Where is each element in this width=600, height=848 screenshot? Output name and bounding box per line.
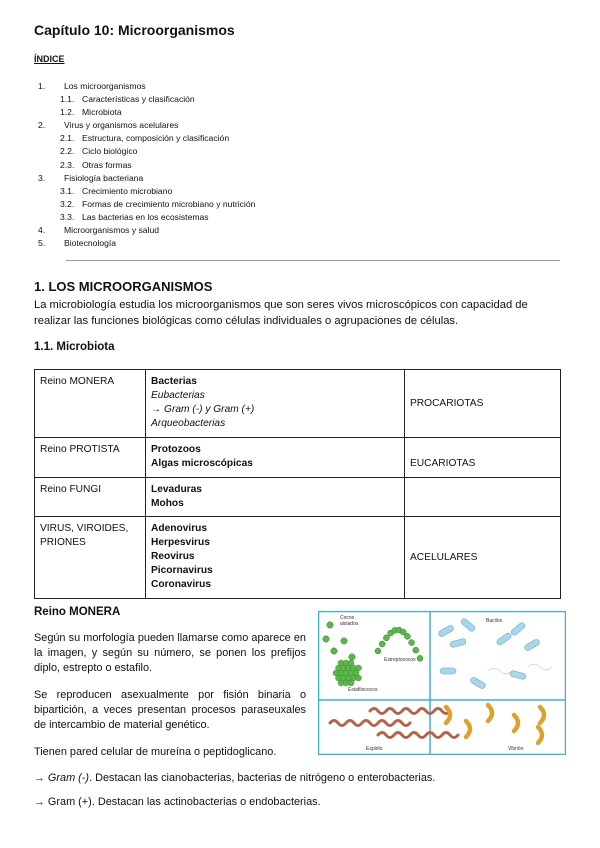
organism-name: Coronavirus	[151, 579, 212, 590]
organism-name: Levaduras	[151, 484, 202, 495]
toc-label: Crecimiento microbiano	[82, 185, 173, 196]
toc-label: Ciclo biológico	[82, 146, 138, 157]
toc-item	[38, 172, 558, 185]
label-estafilococos: Estafilococos	[348, 687, 378, 693]
section-heading: 1. LOS MICROORGANISMOS	[34, 279, 213, 294]
coccus	[348, 680, 354, 686]
toc-number: 3.3.	[60, 211, 75, 222]
page-title: Capítulo 10: Microorganismos	[34, 22, 235, 38]
toc-label: Biotecnología	[64, 238, 117, 249]
table-row	[35, 370, 561, 438]
kingdom-cell: Reino PROTISTA	[35, 438, 146, 478]
organism-name: Arqueobacterias	[151, 418, 226, 429]
table-of-contents	[38, 80, 558, 250]
toc-label: Los microorganismos	[64, 81, 146, 91]
kingdom-cell: VIRUS, VIROIDES, PRIONES	[35, 517, 146, 599]
group-cell	[405, 478, 561, 517]
group-cell: EUCARIOTAS	[405, 438, 561, 478]
monera-paragraph-wall: Tienen pared celular de mureína o peptidoglicano.	[34, 746, 277, 758]
subsection-heading: 1.1. Microbiota	[34, 341, 115, 353]
toc-item	[38, 224, 558, 237]
bacteria-morphology-figure	[318, 611, 566, 755]
gram-positive-line: → Gram (+). Destacan las actinobacterias o endobacterias.	[34, 796, 321, 808]
organisms-cell	[146, 478, 405, 517]
coccus	[409, 640, 415, 646]
coccus	[349, 654, 355, 660]
coccus	[383, 635, 389, 641]
organism-name: Adenovirus	[151, 523, 208, 534]
toc-number: 1.	[38, 81, 46, 91]
organism-name: Mohos	[151, 498, 184, 509]
intro-paragraph: La microbiología estudia los microorganismos que son seres vivos microscópicos con capacidad de realizar las funciones biológicas como células individuales o agrupaciones de células.	[34, 299, 528, 327]
monera-paragraph-reproduction: Se reproducen asexualmente por fisión binaria o bipartición, a veces presentan procesos paraseuxales de intercambio de material genético.	[34, 689, 306, 731]
label-estreptococos: Estreptococos	[384, 657, 416, 663]
label-cocos: Cocos	[340, 615, 355, 621]
toc-number: 2.1.	[60, 133, 75, 144]
organism-name: Picornavirus	[151, 565, 213, 576]
organisms-cell	[146, 438, 405, 478]
toc-label: Características y clasificación	[82, 94, 195, 105]
bacillus	[440, 668, 456, 674]
toc-label: Las bacterias en los ecosistemas	[82, 211, 209, 222]
group-cell: ACELULARES	[405, 517, 561, 599]
coccus	[327, 622, 333, 628]
toc-label: Microbiota	[82, 107, 122, 118]
coccus	[356, 675, 362, 681]
toc-label: Fisiología bacteriana	[64, 172, 144, 183]
monera-paragraph-morphology: Según su morfología pueden llamarse como aparece en la imagen, y según su número, se ponen los prefijos diplo, estrepto o estafilo.	[34, 632, 306, 674]
group-cell: PROCARIOTAS	[405, 370, 561, 438]
label-bacilos: Bacilos	[486, 618, 503, 624]
index-heading: ÍNDICE	[34, 54, 65, 64]
organism-note: → Gram (-) y Gram (+)	[151, 404, 255, 415]
toc-label: Microorganismos y salud	[64, 225, 160, 236]
kingdoms-table	[34, 369, 561, 599]
toc-label: Otras formas	[82, 159, 132, 170]
toc-number: 2.	[38, 120, 46, 131]
toc-item	[38, 106, 558, 119]
toc-item	[38, 159, 558, 172]
coccus	[323, 636, 329, 642]
organism-name: Eubacterias	[151, 390, 205, 401]
toc-number: 2.2.	[60, 146, 75, 157]
gram-negative-text: . Destacan las cianobacterias, bacterias de nitrógeno o enterobacterias.	[89, 772, 436, 784]
toc-number: 5.	[38, 238, 46, 249]
table-row	[35, 438, 561, 478]
section-divider	[66, 260, 560, 261]
monera-heading: Reino MONERA	[34, 606, 121, 618]
gram-negative-label: → Gram (-)	[34, 772, 90, 784]
kingdom-cell: Reino MONERA	[35, 370, 146, 438]
toc-number: 3.2.	[60, 198, 75, 209]
coccus	[331, 648, 337, 654]
table-row	[35, 517, 561, 599]
toc-item	[38, 198, 558, 211]
toc-item	[38, 93, 558, 106]
organisms-cell	[146, 517, 405, 599]
toc-item	[38, 185, 558, 198]
toc-number: 3.1.	[60, 185, 75, 196]
organism-name: Herpesvirus	[151, 537, 210, 548]
label-vibrion: Vibrión	[508, 746, 524, 752]
toc-number: 2.3.	[60, 159, 75, 170]
coccus	[341, 638, 347, 644]
label-aislados: aislados	[340, 621, 359, 627]
toc-number: 3.	[38, 172, 46, 183]
toc-item	[38, 80, 558, 93]
toc-label: Virus y organismos acelulares	[64, 120, 179, 131]
organisms-cell	[146, 370, 405, 438]
coccus	[417, 655, 423, 661]
kingdom-cell: Reino FUNGI	[35, 478, 146, 517]
toc-item	[38, 132, 558, 145]
coccus	[413, 647, 419, 653]
toc-item	[38, 237, 558, 250]
organism-name: Reovirus	[151, 551, 195, 562]
toc-label: Formas de crecimiento microbiano y nutrición	[82, 198, 256, 209]
coccus	[375, 648, 381, 654]
gram-negative-line	[34, 772, 435, 784]
table-row	[35, 478, 561, 517]
toc-number: 1.1.	[60, 94, 75, 105]
toc-item	[38, 119, 558, 132]
toc-item	[38, 145, 558, 158]
organism-name: Bacterias	[151, 376, 197, 387]
toc-number: 1.2.	[60, 107, 75, 118]
organism-name: Algas microscópicas	[151, 458, 253, 469]
toc-label: Estructura, composición y clasificación	[82, 133, 230, 144]
toc-number: 4.	[38, 225, 46, 236]
coccus	[404, 633, 410, 639]
toc-item	[38, 211, 558, 224]
organism-name: Protozoos	[151, 444, 201, 455]
label-espirilo: Espirilo	[366, 746, 383, 752]
coccus	[379, 641, 385, 647]
